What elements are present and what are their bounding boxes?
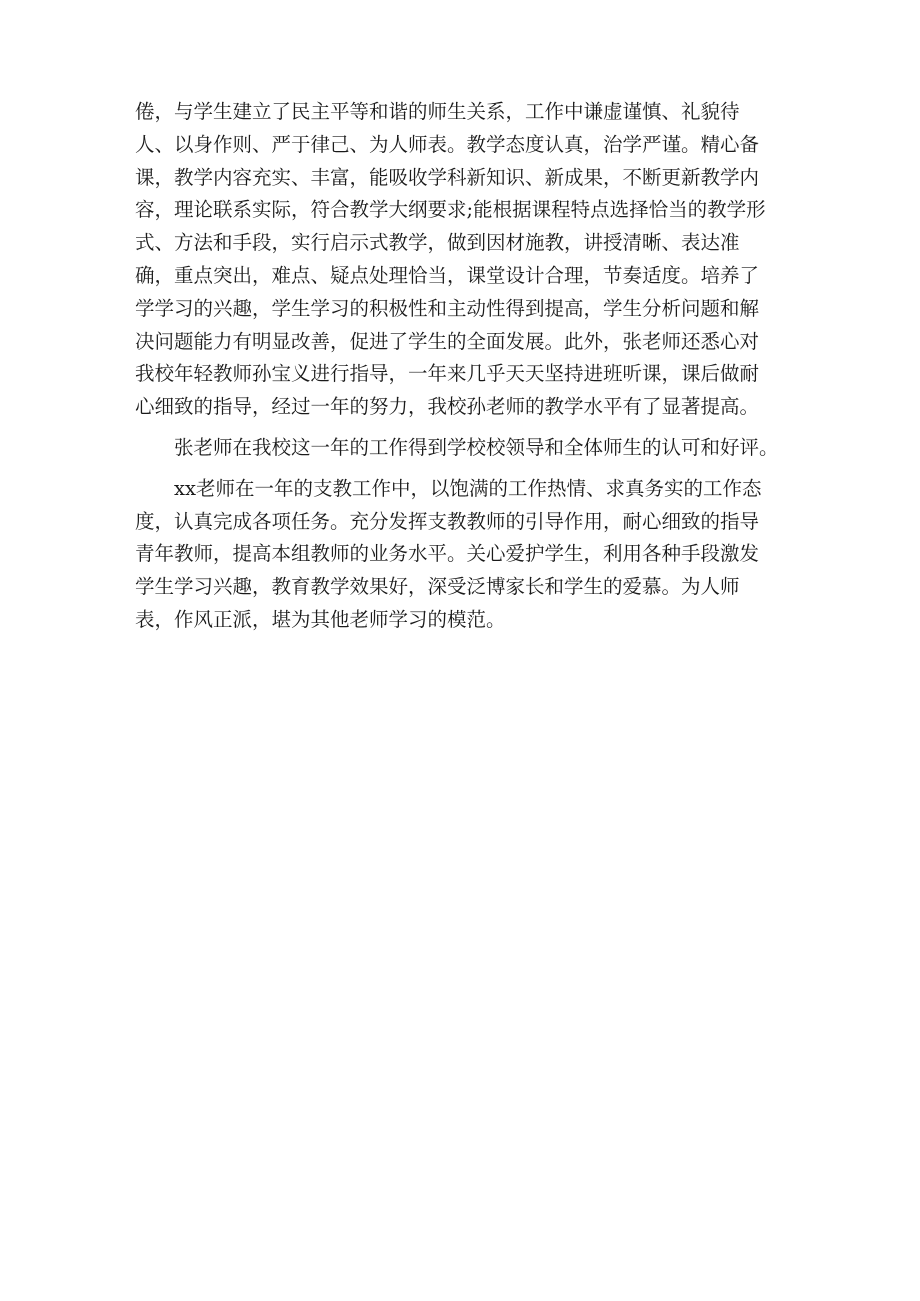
text-line: 青年教师，提高本组教师的业务水平。关心爱护学生，利用各种手段激发: [135, 542, 760, 566]
paragraph-evaluation: [135, 473, 795, 637]
text-line: 学学习的兴趣，学生学习的积极性和主动性得到提高，学生分析问题和解: [135, 296, 760, 320]
text-line: 我校年轻教师孙宝义进行指导，一年来几乎天天坚持进班听课，课后做耐: [135, 362, 760, 386]
text-line: 张老师在我校这一年的工作得到学校校领导和全体师生的认可和好评。: [174, 435, 779, 459]
paragraph-spacer: [135, 465, 795, 473]
text-line: xx老师在一年的支教工作中，以饱满的工作热情、求真务实的工作态: [174, 476, 762, 500]
paragraph-recognition: [135, 432, 795, 465]
text-line: 度，认真完成各项任务。充分发挥支教教师的引导作用，耐心细致的指导: [135, 509, 760, 533]
text-line: 人、以身作则、严于律己、为人师表。教学态度认真，治学严谨。精心备: [135, 132, 760, 156]
paragraph-spacer: [135, 424, 795, 432]
document-body: [135, 96, 795, 637]
paragraph-teaching-summary: [135, 96, 795, 424]
text-line: 课，教学内容充实、丰富，能吸收学科新知识、新成果，不断更新教学内: [135, 165, 760, 189]
text-line: 式、方法和手段，实行启示式教学，做到因材施教，讲授清晰、表达准: [135, 231, 740, 255]
text-line: 学生学习兴趣，教育教学效果好，深受泛博家长和学生的爱慕。为人师: [135, 575, 740, 599]
text-line: 决问题能力有明显改善，促进了学生的全面发展。此外，张老师还悉心对: [135, 329, 760, 353]
text-line: 倦，与学生建立了民主平等和谐的师生关系，工作中谦虚谨慎、礼貌待: [135, 100, 740, 123]
text-line: 确，重点突出，难点、疑点处理恰当，课堂设计合理，节奏适度。培养了: [135, 263, 760, 287]
text-line: 心细致的指导，经过一年的努力，我校孙老师的教学水平有了显著提高。: [135, 395, 760, 419]
text-line: 容，理论联系实际，符合教学大纲要求;能根据课程特点选择恰当的教学形: [135, 198, 766, 222]
text-line: 表，作风正派，堪为其他老师学习的模范。: [135, 607, 506, 631]
